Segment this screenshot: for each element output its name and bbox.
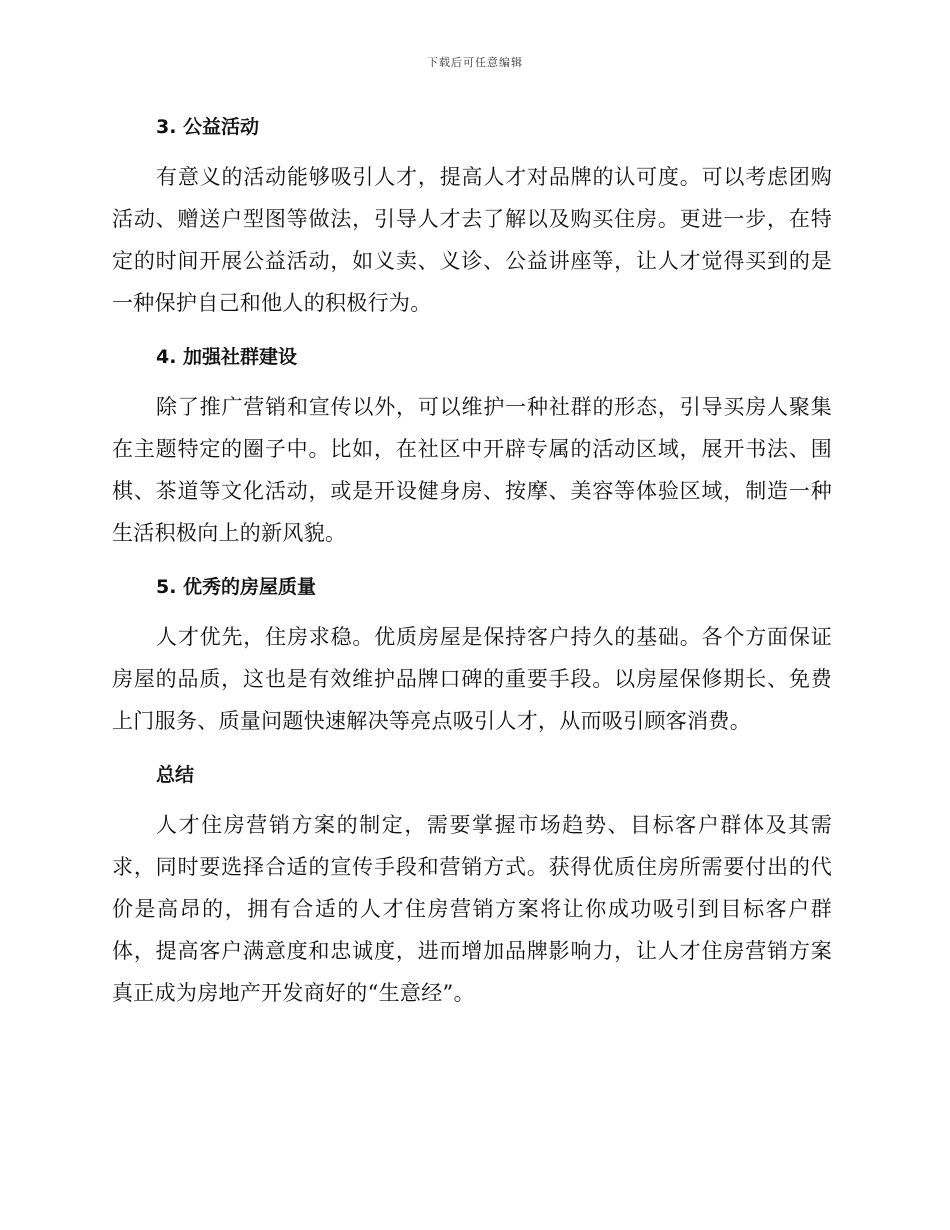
section-paragraph: 人才优先，住房求稳。优质房屋是保持客户持久的基础。各个方面保证房屋的品质，这也是有效维护品牌口碑的重要手段。以房屋保修期长、免费上门服务、质量问题快速解决等亮点吸引人才，从而吸引顾客消费。 — [112, 625, 832, 733]
section-paragraph: 除了推广营销和宣传以外，可以维护一种社群的形态，引导买房人聚集在主题特定的圈子中。比如，在社区中开辟专属的活动区域，展开书法、围棋、茶道等文化活动，或是开设健身房、按摩、美容等体验区域，制造一种生活积极向上的新风貌。 — [112, 395, 832, 545]
section-house-quality — [112, 570, 832, 742]
section-paragraph: 有意义的活动能够吸引人才，提高人才对品牌的认可度。可以考虑团购活动、赠送户型图等做法，引导人才去了解以及购买住房。更进一步，在特定的时间开展公益活动，如义卖、义诊、公益讲座等，让人才觉得买到的是一种保护自己和他人的积极行为。 — [112, 165, 832, 315]
section-heading: 3. 公益活动 — [156, 116, 260, 138]
section-public-welfare — [112, 110, 832, 324]
section-summary — [112, 758, 832, 1014]
section-heading: 总结 — [156, 764, 195, 786]
section-community-building — [112, 340, 832, 554]
section-heading: 5. 优秀的房屋质量 — [156, 576, 317, 598]
document-body — [112, 110, 832, 1030]
section-paragraph: 人才住房营销方案的制定，需要掌握市场趋势、目标客户群体及其需求，同时要选择合适的宣传手段和营销方式。获得优质住房所需要付出的代价是高昂的，拥有合适的人才住房营销方案将让你成功吸引到目标客户群体，提高客户满意度和忠诚度，进而增加品牌影响力，让人才住房营销方案真正成为房地产开发商好的“生意经”。 — [112, 813, 832, 1005]
section-heading: 4. 加强社群建设 — [156, 346, 298, 368]
header-note: 下载后可任意编辑 — [427, 56, 523, 69]
